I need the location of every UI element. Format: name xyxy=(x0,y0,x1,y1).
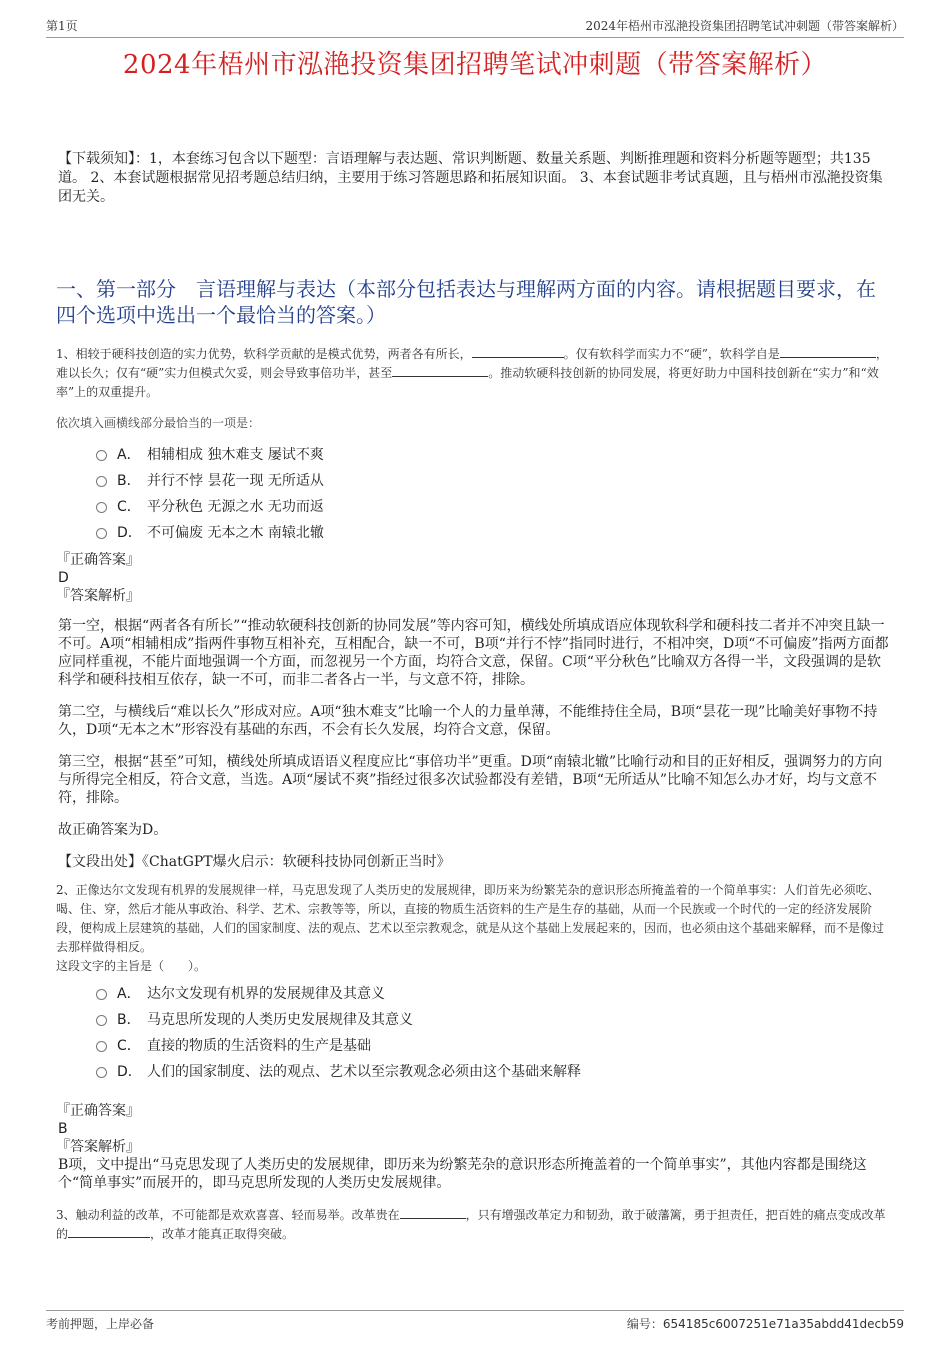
page-header xyxy=(46,12,904,38)
q1-options xyxy=(96,441,894,545)
q3-blank-2 xyxy=(68,1225,150,1238)
q2-option-d[interactable] xyxy=(96,1058,894,1084)
option-letter: A． xyxy=(117,986,141,1002)
q2-options xyxy=(96,980,894,1084)
q1-analysis-conclusion: 故正确答案为D。 xyxy=(58,822,168,838)
q2-analysis: B项，文中提出“马克思发现了人类历史的发展规律，即历来为纷繁芜杂的意识形态所掩盖着的一个简单事实”，其他内容都是围绕这个“简单事实”而展开的，即马克思所发现的人类历史发展规律。 xyxy=(58,1157,867,1191)
q1-option-a[interactable] xyxy=(96,441,894,467)
option-text: 平分秋色 无源之水 无功而返 xyxy=(147,499,324,515)
radio-icon[interactable] xyxy=(96,476,107,487)
option-letter: D． xyxy=(117,525,142,541)
q1-source: 【文段出处】《ChatGPT爆火启示：软硬科技协同创新正当时》 xyxy=(58,854,451,870)
page-footer xyxy=(46,1310,904,1335)
q2-option-b[interactable] xyxy=(96,1006,894,1032)
radio-icon[interactable] xyxy=(96,1015,107,1026)
page-number: 第1页 xyxy=(46,19,78,33)
option-text: 马克思所发现的人类历史发展规律及其意义 xyxy=(147,1012,413,1028)
q1-analysis-paragraph: 第一空，根据“两者各有所长”“推动软硬科技创新的协同发展”等内容可知，横线处所填成语应体现软科学和硬科技二者并不冲突且缺一不可。A项“相辅相成”指两件事物互相补充，互相配合，缺一不可，B项“并行不悖”指同时进行，不相冲突，D项“不可偏废”指两方面都应同样重视，不能片面地强调一个方面，而忽视另一个方面，均符合文意，保留。C项“平分秋色”比喻双方各得一半，文段强调的是软科学和硬科技相互依存，缺一不可，而非二者各占一半，与文意不符，排除。 xyxy=(58,618,889,688)
q2-option-c[interactable] xyxy=(96,1032,894,1058)
section-title: 一、第一部分 言语理解与表达（本部分包括表达与理解两方面的内容。请根据题目要求，在四个选项中选出一个最恰当的答案。） xyxy=(56,277,876,327)
q3-text-part: ，只有增强改革定力和韧劲，敢于破藩篱，勇于担责任，把百姓的痛点变成改革的 xyxy=(56,1208,886,1241)
q1-text-part: ，难以长久；仅有“硬”实力但模式欠妥，则会导致事倍功半，甚至 xyxy=(56,347,888,380)
radio-icon[interactable] xyxy=(96,1067,107,1078)
q1-answer-label: 『正确答案』 xyxy=(56,552,140,568)
footer-code xyxy=(627,1315,904,1332)
footer-code-label: 编号： xyxy=(626,1316,663,1331)
radio-icon[interactable] xyxy=(96,450,107,461)
radio-icon[interactable] xyxy=(96,1041,107,1052)
question-3-text xyxy=(56,1206,894,1244)
q3-text-part: ，改革才能真正取得突破。 xyxy=(150,1227,295,1241)
q1-answer: D xyxy=(58,570,69,586)
q3-blank-1 xyxy=(400,1206,466,1219)
q1-blank-2 xyxy=(780,345,876,358)
q1-option-c[interactable] xyxy=(96,493,894,519)
q2-option-a[interactable] xyxy=(96,980,894,1006)
option-letter: C． xyxy=(117,499,141,515)
option-text: 达尔文发现有机界的发展规律及其意义 xyxy=(147,986,385,1002)
q2-prompt: 这段文字的主旨是（ ）。 xyxy=(56,959,207,973)
questions-content xyxy=(56,345,894,1244)
q1-option-d[interactable] xyxy=(96,519,894,545)
option-text: 人们的国家制度、法的观点、艺术以至宗教观念必须由这个基础来解释 xyxy=(147,1064,581,1080)
q2-analysis-label: 『答案解析』 xyxy=(56,1139,140,1155)
document-title: 2024年梧州市泓滟投资集团招聘笔试冲刺题（带答案解析） xyxy=(122,50,828,80)
option-text: 直接的物质的生活资料的生产是基础 xyxy=(147,1038,371,1054)
question-2-text: 2、正像达尔文发现有机界的发展规律一样，马克思发现了人类历史的发展规律，即历来为纷繁芜杂的意识形态所掩盖着的一个简单事实：人们首先必须吃、喝、住、穿，然后才能从事政治、科学、艺术、宗教等等，所以，直接的物质生活资料的生产是生存的基础，从而一个民族或一个时代的一定的经济发展阶段，便构成上层建筑的基础，人们的国家制度、法的观点、艺术以至宗教观念，就是从这个基础上发展起来的，因而，也必须由这个基础来解释，而不是像过去那样做得相反。 xyxy=(56,883,885,954)
q3-text-part: 3、触动利益的改革，不可能都是欢欢喜喜、轻而易举。改革贵在 xyxy=(56,1208,400,1222)
option-text: 不可偏废 无本之木 南辕北辙 xyxy=(147,525,324,541)
radio-icon[interactable] xyxy=(96,528,107,539)
q2-answer-label: 『正确答案』 xyxy=(56,1103,140,1119)
q1-text-part: 。仅有软科学而实力不“硬”，软科学自是 xyxy=(563,347,780,361)
option-text: 相辅相成 独木难支 屡试不爽 xyxy=(147,447,324,463)
download-notice: 【下载须知】：1，本套练习包含以下题型：言语理解与表达题、常识判断题、数量关系题、判断推理题和资料分析题等题型；共135道。 2、本套试题根据常见招考题总结归纳，主要用于练习答题思路和拓展知识面。 3、本套试题非考试真题，且与梧州市泓滟投资集团无关。 xyxy=(58,151,883,205)
option-letter: B． xyxy=(117,1012,141,1028)
q1-text-part: 。推动软硬科技创新的协同发展，将更好助力中国科技创新在“实力”和“效率”上的双重提升。 xyxy=(56,366,879,399)
q1-analysis-label: 『答案解析』 xyxy=(56,588,140,604)
option-letter: D． xyxy=(117,1064,142,1080)
option-text: 并行不悖 昙花一现 无所适从 xyxy=(147,473,324,489)
q1-option-b[interactable] xyxy=(96,467,894,493)
q1-analysis-paragraph: 第二空，与横线后“难以长久”形成对应。A项“独木难支”比喻一个人的力量单薄，不能维持住全局，B项“昙花一现”比喻美好事物不持久，D项“无本之木”形容没有基础的东西，不会有长久发展，均符合文意，保留。 xyxy=(58,704,878,738)
q1-text-part: 1、相较于硬科技创造的实力优势，软科学贡献的是模式优势，两者各有所长， xyxy=(56,347,472,361)
radio-icon[interactable] xyxy=(96,502,107,513)
footer-code-value: 654185c6007251e71a35abdd41decb59 xyxy=(662,1316,904,1331)
option-letter: B． xyxy=(117,473,141,489)
q1-analysis-paragraph: 第三空，根据“甚至”可知，横线处所填成语语义程度应比“事倍功半”更重。D项“南辕北辙”比喻行动和目的正好相反，强调努力的方向与所得完全相反，符合文意，当选。A项“屡试不爽”指经过很多次试验都没有差错，B项“无所适从”比喻不知怎么办才好，均与文意不符，排除。 xyxy=(58,754,883,806)
footer-slogan: 考前押题，上岸必备 xyxy=(46,1316,155,1331)
q1-blank-3 xyxy=(392,364,488,377)
q1-blank-1 xyxy=(472,345,564,358)
question-1-text xyxy=(56,345,894,402)
q2-answer: B xyxy=(58,1121,68,1137)
radio-icon[interactable] xyxy=(96,989,107,1000)
q1-prompt: 依次填入画横线部分最恰当的一项是： xyxy=(56,416,261,430)
header-doc-title: 2024年梧州市泓滟投资集团招聘笔试冲刺题（带答案解析） xyxy=(585,19,904,33)
option-letter: A． xyxy=(117,447,141,463)
option-letter: C． xyxy=(117,1038,141,1054)
